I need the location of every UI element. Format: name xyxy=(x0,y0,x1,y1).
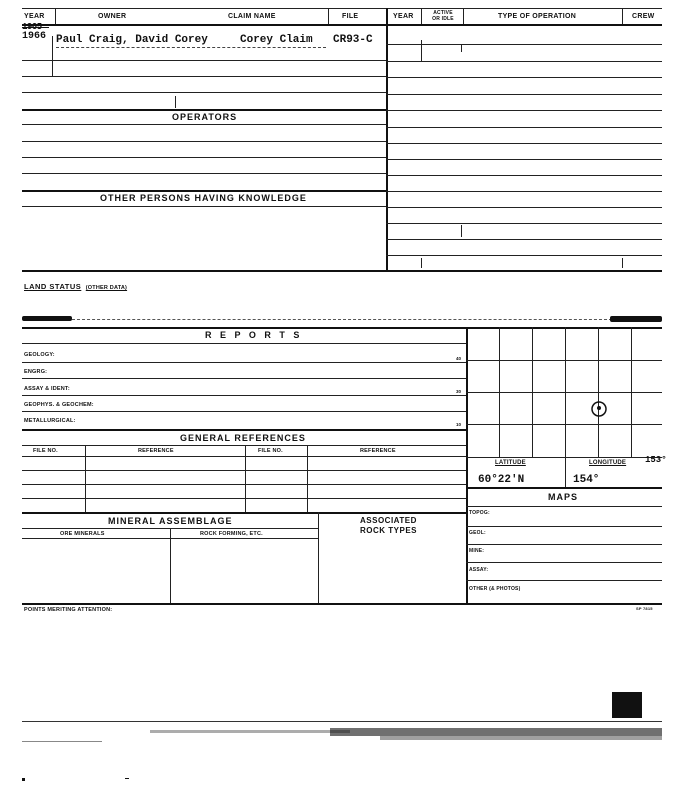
form-number: SP 7815 xyxy=(636,606,653,611)
maps-title: MAPS xyxy=(548,492,579,502)
location-marker-icon xyxy=(590,400,608,418)
rock-forming-label: ROCK FORMING, ETC. xyxy=(200,531,263,537)
gr-col-reference-2: REFERENCE xyxy=(360,448,396,454)
entry-year: 1966 xyxy=(22,31,47,42)
col-header-active: ACTIVE OR IDLE xyxy=(432,10,454,22)
reports-title: R E P O R T S xyxy=(205,330,303,340)
col-header-type-of-operation: TYPE OF OPERATION xyxy=(498,13,577,20)
land-status-sub: (OTHER DATA) xyxy=(85,285,128,291)
col-header-crew: CREW xyxy=(632,13,655,20)
longitude-label: LONGITUDE xyxy=(589,460,627,466)
report-metallurgical: METALLURGICAL: xyxy=(24,418,76,424)
ore-minerals-label: ORE MINERALS xyxy=(60,531,105,537)
col-header-year-2: YEAR xyxy=(393,13,414,20)
operators-title: OPERATORS xyxy=(172,112,238,122)
latitude-label: LATITUDE xyxy=(495,460,526,466)
gr-col-file-no-2: FILE NO. xyxy=(258,448,283,454)
maps-topog: TOPOG: xyxy=(469,510,490,516)
report-num-40: 40 xyxy=(456,356,462,361)
gr-col-reference-1: REFERENCE xyxy=(138,448,174,454)
col-header-file: FILE xyxy=(342,13,359,20)
entry-year-struck: 1965 xyxy=(22,22,42,32)
report-assay-ident: ASSAY & IDENT: xyxy=(24,386,70,392)
land-status-label: LAND STATUS xyxy=(24,282,82,291)
mineral-assemblage-title: MINERAL ASSEMBLAGE xyxy=(108,516,233,526)
entry-claim-name: Corey Claim xyxy=(240,34,313,46)
col-header-year: YEAR xyxy=(24,13,45,20)
maps-mine: MINE: xyxy=(469,548,485,554)
longitude-value: 154° xyxy=(573,474,600,486)
report-num-30: 30 xyxy=(456,389,462,394)
other-persons-title: OTHER PERSONS HAVING KNOWLEDGE xyxy=(100,193,307,203)
maps-geol: GEOL: xyxy=(469,530,486,536)
general-references-title: GENERAL REFERENCES xyxy=(180,433,306,443)
report-geophys: GEOPHYS. & GEOCHEM: xyxy=(24,402,94,408)
land-status xyxy=(24,276,127,294)
latitude-value: 60°22'N xyxy=(478,474,525,486)
col-header-owner: OWNER xyxy=(98,13,127,20)
report-engrg: ENGRG: xyxy=(24,369,48,375)
associated-rock-types-line2: ROCK TYPES xyxy=(360,526,418,535)
longitude-margin: 153° xyxy=(645,455,667,465)
entry-file: CR93-C xyxy=(333,34,373,46)
associated-rock-types-line1: ASSOCIATED xyxy=(360,516,417,525)
col-header-claim-name: CLAIM NAME xyxy=(228,13,276,20)
maps-other: OTHER (& PHOTOS) xyxy=(469,586,521,592)
maps-assay: ASSAY: xyxy=(469,567,489,573)
gr-col-file-no-1: FILE NO. xyxy=(33,448,58,454)
report-geology: GEOLOGY: xyxy=(24,352,55,358)
report-num-10: 10 xyxy=(456,422,462,427)
points-meriting-attention: POINTS MERITING ATTENTION: xyxy=(24,607,113,613)
entry-owner: Paul Craig, David Corey xyxy=(56,34,208,46)
